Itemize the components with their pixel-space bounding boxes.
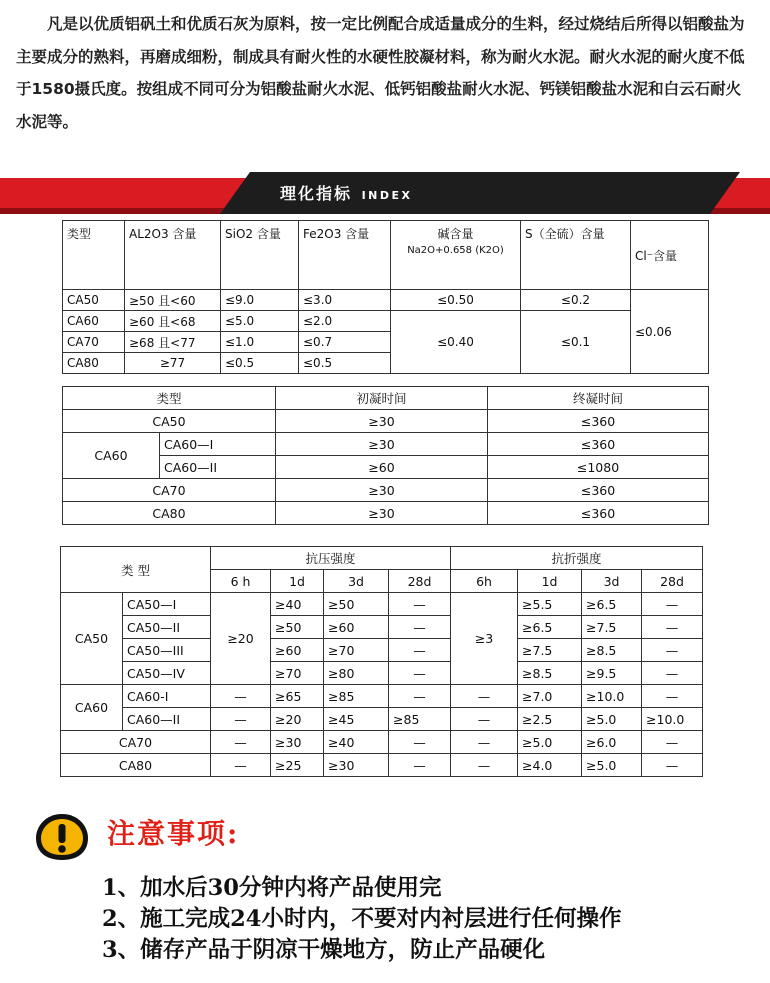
setting-final-cell: ≤360 — [488, 433, 709, 456]
strength-value-cell: ≥70 — [271, 662, 324, 685]
strength-value-cell: ≥50 — [271, 616, 324, 639]
intro-paragraph: 凡是以优质铝矾土和优质石灰为原料，按一定比例配合成适量成分的生料，经过烧结后所得以铝酸盐为主要成分的熟料，再磨成细粉，制成具有耐火性的水硬性胶凝材料，称为耐火水泥。耐火水泥的耐火度不低于1580摄氏度。按组成不同可分为铝酸盐耐火水泥、低钙铝酸盐耐火水泥、钙镁铝酸盐水泥和白云石耐火水泥等。 — [16, 15, 745, 131]
header-sulfur: S（全硫）含量 — [521, 221, 631, 290]
strength-value-cell: — — [451, 754, 518, 777]
banner-title — [280, 181, 413, 204]
strength-value-cell: ≥60 — [324, 616, 389, 639]
strength-value-cell: ≥9.5 — [582, 662, 642, 685]
strength-value-cell: — — [642, 731, 703, 754]
sio2-cell: ≤5.0 — [221, 311, 299, 332]
al2o3-cell: ≥60 且<68 — [125, 311, 221, 332]
chlorine-cell: ≤0.06 — [631, 290, 709, 374]
al2o3-cell: ≥50 且<60 — [125, 290, 221, 311]
strength-value-cell: ≥4.0 — [518, 754, 582, 777]
notice-item: 3、储存产品于阴凉干燥地方，防止产品硬化 — [102, 937, 546, 963]
setting-initial-cell: ≥60 — [276, 456, 488, 479]
index-banner — [0, 172, 770, 214]
setting-group-cell: CA60 — [63, 433, 160, 479]
table-row — [63, 410, 709, 433]
banner-title-cn: 理化指标 — [280, 184, 353, 203]
strength-value-cell: ≥2.5 — [518, 708, 582, 731]
alkali-cell: ≤0.40 — [391, 311, 521, 374]
type-cell: CA60 — [63, 311, 125, 332]
strength-value-cell: ≥10.0 — [642, 708, 703, 731]
setting-final-cell: ≤360 — [488, 479, 709, 502]
table-row — [63, 456, 709, 479]
setting-header-initial: 初凝时间 — [276, 387, 488, 410]
strength-value-cell: — — [389, 662, 451, 685]
setting-initial-cell: ≥30 — [276, 479, 488, 502]
notice-title: 注意事项: — [107, 817, 240, 850]
strength-value-cell: ≥6.5 — [518, 616, 582, 639]
table-row — [61, 662, 703, 685]
table-row — [61, 616, 703, 639]
type-cell: CA70 — [63, 332, 125, 353]
strength-subtype-cell: CA60-I — [123, 685, 211, 708]
type-cell: CA80 — [63, 353, 125, 374]
strength-subtype-cell: CA50—IV — [123, 662, 211, 685]
composition-header-row — [63, 221, 709, 290]
strength-value-cell: — — [389, 639, 451, 662]
strength-subtype-cell: CA60—II — [123, 708, 211, 731]
strength-value-cell: ≥8.5 — [518, 662, 582, 685]
strength-group-cell: CA80 — [61, 754, 211, 777]
strength-value-cell: ≥10.0 — [582, 685, 642, 708]
strength-value-cell: ≥25 — [271, 754, 324, 777]
fe2o3-cell: ≤0.5 — [299, 353, 391, 374]
header-al2o3: AL2O3 含量 — [125, 221, 221, 290]
age-cell: 1d — [271, 570, 324, 593]
header-fe2o3: Fe2O3 含量 — [299, 221, 391, 290]
type-cell: CA50 — [63, 290, 125, 311]
age-cell: 3d — [324, 570, 389, 593]
age-cell: 28d — [389, 570, 451, 593]
banner-title-en: INDEX — [361, 189, 413, 202]
strength-value-cell: ≥5.0 — [582, 754, 642, 777]
strength-value-cell: — — [451, 708, 518, 731]
intro-text — [16, 8, 756, 138]
table-row — [61, 754, 703, 777]
age-cell: 3d — [582, 570, 642, 593]
strength-subtype-cell: CA50—I — [123, 593, 211, 616]
setting-type-cell: CA50 — [63, 410, 276, 433]
setting-initial-cell: ≥30 — [276, 410, 488, 433]
strength-subtype-cell: CA50—III — [123, 639, 211, 662]
strength-value-cell: — — [642, 754, 703, 777]
setting-final-cell: ≤360 — [488, 410, 709, 433]
strength-value-cell: ≥5.0 — [518, 731, 582, 754]
strength-value-cell: ≥5.5 — [518, 593, 582, 616]
strength-value-cell: ≥60 — [271, 639, 324, 662]
strength-value-cell: ≥6.5 — [582, 593, 642, 616]
strength-value-cell: ≥30 — [324, 754, 389, 777]
table-row — [63, 290, 709, 311]
table-row — [63, 502, 709, 525]
strength-value-cell: — — [389, 685, 451, 708]
strength-value-cell: — — [211, 708, 271, 731]
composition-table — [62, 220, 709, 374]
setting-initial-cell: ≥30 — [276, 433, 488, 456]
strength-value-cell: ≥40 — [271, 593, 324, 616]
fe2o3-cell: ≤3.0 — [299, 290, 391, 311]
strength-value-cell: ≥30 — [271, 731, 324, 754]
strength-group-cell: CA60 — [61, 685, 123, 731]
age-cell: 1d — [518, 570, 582, 593]
strength-value-cell: — — [389, 616, 451, 639]
fe2o3-cell: ≤0.7 — [299, 332, 391, 353]
strength-value-cell: — — [642, 639, 703, 662]
setting-type-cell: CA70 — [63, 479, 276, 502]
table-row — [61, 593, 703, 616]
strength-value-cell: — — [642, 593, 703, 616]
header-alkali-formula: Na2O+0.658 (K2O) — [407, 245, 504, 256]
strength-header-flexural: 抗折强度 — [451, 547, 703, 570]
strength-value-cell: ≥8.5 — [582, 639, 642, 662]
table-row — [61, 685, 703, 708]
strength-header-compressive: 抗压强度 — [211, 547, 451, 570]
setting-initial-cell: ≥30 — [276, 502, 488, 525]
setting-final-cell: ≤360 — [488, 502, 709, 525]
strength-value-cell: ≥7.0 — [518, 685, 582, 708]
table-row — [61, 731, 703, 754]
age-cell: 6 h — [211, 570, 271, 593]
strength-value-cell: — — [211, 731, 271, 754]
table-row — [63, 311, 709, 332]
notice-list — [102, 873, 621, 966]
setting-final-cell: ≤1080 — [488, 456, 709, 479]
strength-value-cell: ≥6.0 — [582, 731, 642, 754]
strength-value-cell: — — [211, 754, 271, 777]
fe2o3-cell: ≤2.0 — [299, 311, 391, 332]
table-row — [63, 479, 709, 502]
exclamation-warning-icon — [34, 812, 90, 862]
sulfur-cell: ≤0.2 — [521, 290, 631, 311]
strength-value-cell: ≥80 — [324, 662, 389, 685]
strength-value-cell: — — [642, 662, 703, 685]
strength-value-cell: ≥85 — [324, 685, 389, 708]
strength-value-cell: — — [211, 685, 271, 708]
strength-value-cell: ≥20 — [271, 708, 324, 731]
strength-value-cell: ≥45 — [324, 708, 389, 731]
strength-value-cell: ≥50 — [324, 593, 389, 616]
setting-header-final: 终凝时间 — [488, 387, 709, 410]
setting-subtype-cell: CA60—II — [160, 456, 276, 479]
strength-value-cell: — — [389, 593, 451, 616]
strength-header-type: 类 型 — [61, 547, 211, 593]
strength-group-cell: CA70 — [61, 731, 211, 754]
strength-value-cell: — — [642, 685, 703, 708]
setting-type-cell: CA80 — [63, 502, 276, 525]
strength-value-cell: ≥65 — [271, 685, 324, 708]
al2o3-cell: ≥77 — [125, 353, 221, 374]
strength-value-cell: — — [389, 754, 451, 777]
strength-value-cell: ≥85 — [389, 708, 451, 731]
table-row — [61, 708, 703, 731]
table-row — [63, 433, 709, 456]
notice-item: 1、加水后30分钟内将产品使用完 — [102, 875, 442, 901]
strength-value-cell: ≥40 — [324, 731, 389, 754]
strength-value-cell: — — [389, 731, 451, 754]
age-cell: 28d — [642, 570, 703, 593]
header-sio2: SiO2 含量 — [221, 221, 299, 290]
header-type: 类型 — [63, 221, 125, 290]
header-alkali-label: 碱含量 — [437, 227, 474, 241]
sio2-cell: ≤9.0 — [221, 290, 299, 311]
strength-value-cell: — — [451, 685, 518, 708]
al2o3-cell: ≥68 且<77 — [125, 332, 221, 353]
notice-item: 2、施工完成24小时内，不要对内衬层进行任何操作 — [102, 906, 622, 932]
sio2-cell: ≤0.5 — [221, 353, 299, 374]
header-chlorine: Cl⁻含量 — [631, 221, 709, 290]
strength-value-cell: — — [451, 731, 518, 754]
strength-value-cell: ≥7.5 — [582, 616, 642, 639]
age-cell: 6h — [451, 570, 518, 593]
strength-header-row — [61, 547, 703, 570]
table-row — [61, 639, 703, 662]
alkali-cell: ≤0.50 — [391, 290, 521, 311]
strength-value-cell: ≥5.0 — [582, 708, 642, 731]
strength-subtype-cell: CA50—II — [123, 616, 211, 639]
strength-6h-flexural-cell: ≥3 — [451, 593, 518, 685]
setting-subtype-cell: CA60—I — [160, 433, 276, 456]
setting-header-row — [63, 387, 709, 410]
strength-6h-compressive-cell: ≥20 — [211, 593, 271, 685]
strength-table — [60, 546, 703, 777]
strength-group-cell: CA50 — [61, 593, 123, 685]
sio2-cell: ≤1.0 — [221, 332, 299, 353]
header-alkali — [391, 221, 521, 290]
sulfur-cell: ≤0.1 — [521, 311, 631, 374]
setting-header-type: 类型 — [63, 387, 276, 410]
strength-value-cell: ≥7.5 — [518, 639, 582, 662]
strength-value-cell: — — [642, 616, 703, 639]
setting-time-table — [62, 386, 709, 525]
strength-value-cell: ≥70 — [324, 639, 389, 662]
